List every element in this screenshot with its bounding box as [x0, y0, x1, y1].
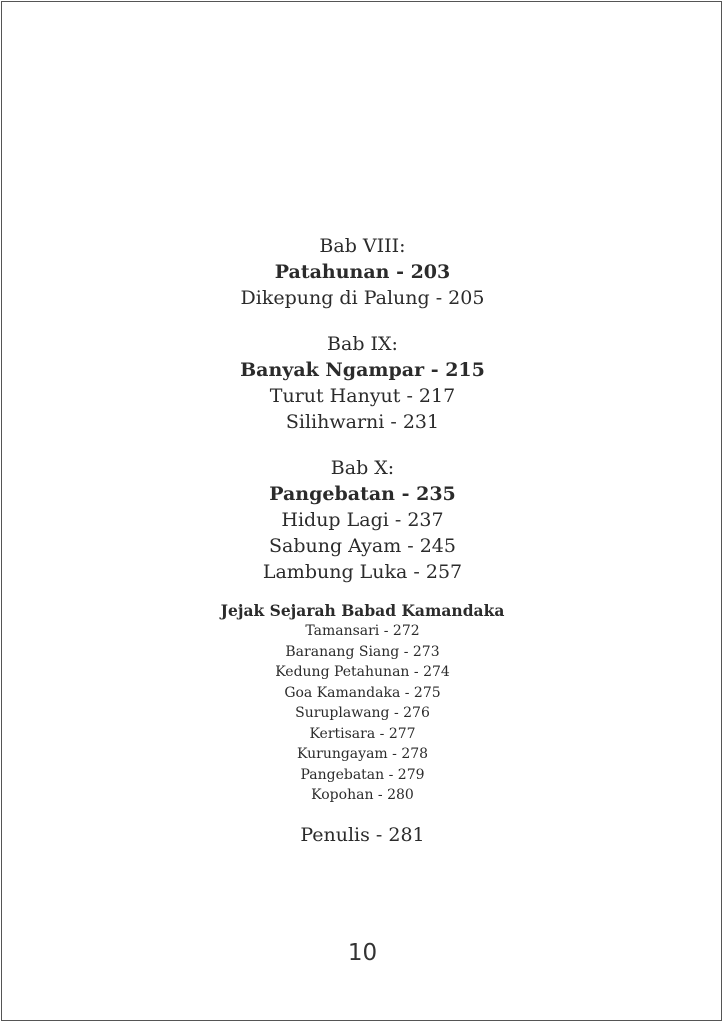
list-item: Goa Kamandaka - 275	[284, 684, 441, 701]
chapter-entry: Lambung Luka - 257	[262, 561, 463, 583]
chapter-label: Bab X:	[330, 457, 395, 479]
list-item: Kedung Petahunan - 274	[275, 664, 450, 680]
list-item: Baranang Siang - 273	[285, 643, 440, 660]
chapter-entry: Turut Hanyut - 217	[269, 385, 456, 407]
list-item: Kopohan - 280	[311, 787, 414, 803]
chapter-10	[0, 455, 725, 585]
chapter-8	[0, 233, 725, 311]
chapter-entry: Silihwarni - 231	[285, 411, 440, 433]
list-item: Kertisara - 277	[309, 725, 416, 742]
penulis-entry: Penulis - 281	[300, 823, 425, 846]
chapter-title: Pangebatan - 235	[269, 483, 456, 505]
jejak-sejarah-section	[0, 601, 725, 806]
chapter-label: Bab VIII:	[319, 235, 406, 257]
chapter-title: Banyak Ngampar - 215	[240, 359, 485, 381]
chapter-entry: Hidup Lagi - 237	[281, 509, 444, 531]
section-title: Jejak Sejarah Babad Kamandaka	[220, 601, 505, 620]
chapter-entry: Sabung Ayam - 245	[269, 535, 456, 557]
list-item: Pangebatan - 279	[300, 766, 425, 783]
list-item: Suruplawang - 276	[295, 705, 430, 721]
chapter-entry: Dikepung di Palung - 205	[240, 287, 485, 309]
chapter-label: Bab IX:	[327, 333, 398, 355]
chapter-9	[0, 331, 725, 435]
list-item: Tamansari - 272	[305, 623, 420, 639]
table-of-contents	[0, 233, 725, 848]
page-number: 10	[347, 940, 378, 966]
chapter-title: Patahunan - 203	[274, 261, 451, 283]
list-item: Kurungayam - 278	[296, 746, 429, 762]
